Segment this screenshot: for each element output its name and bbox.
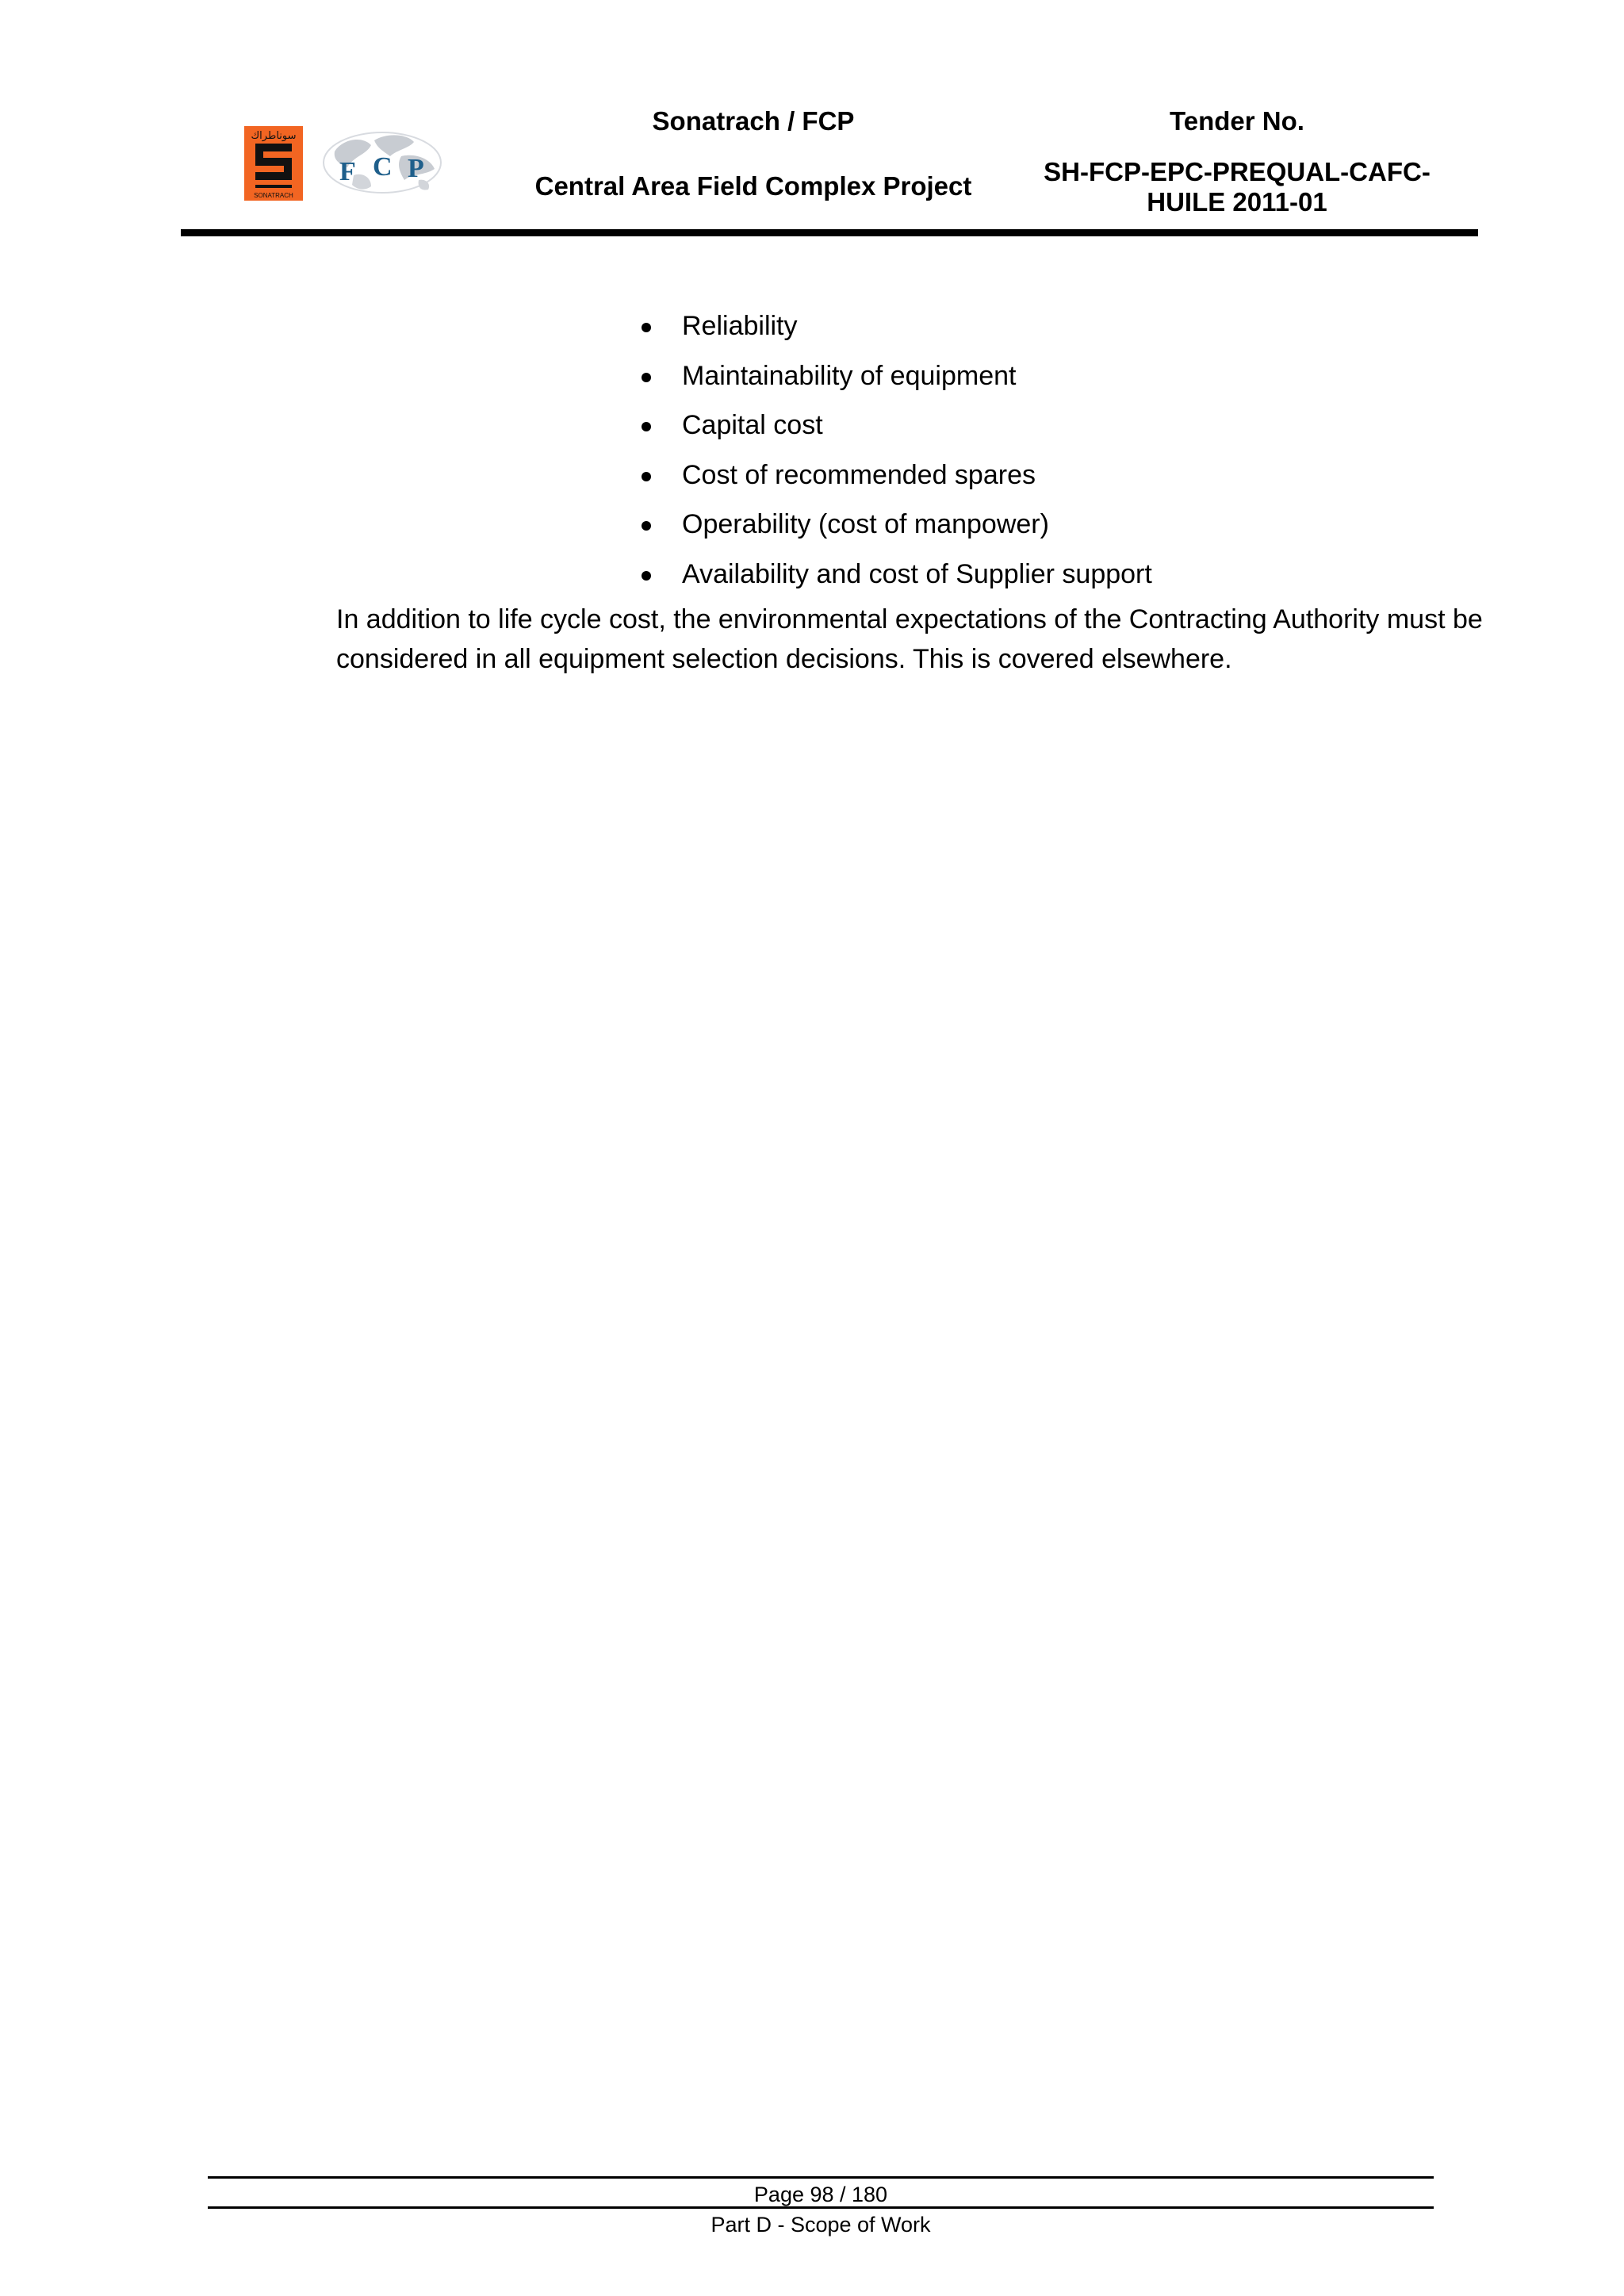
header-tender-number: SH-FCP-EPC-PREQUAL-CAFC-HUILE 2011-01 bbox=[1044, 157, 1431, 217]
header-tender-label: Tender No. bbox=[1170, 106, 1304, 136]
page-number: Page 98 / 180 bbox=[753, 2183, 888, 2206]
body-paragraph: In addition to life cycle cost, the environmental expectations of the Contracting Authority must be considered in all equipment selection decisions. This is covered elsewhere. bbox=[336, 604, 1483, 674]
sonatrach-logo bbox=[244, 126, 303, 201]
header-divider bbox=[181, 229, 1478, 236]
list-item bbox=[634, 351, 1152, 401]
fcp-letter-p: P bbox=[408, 154, 424, 183]
list-item-text: Cost of recommended spares bbox=[682, 459, 1036, 490]
header-logos bbox=[244, 123, 450, 202]
list-item-text: Capital cost bbox=[682, 410, 823, 440]
fcp-letter-c: C bbox=[373, 152, 393, 182]
fcp-logo bbox=[319, 128, 446, 201]
header-project-title: Central Area Field Complex Project bbox=[534, 171, 972, 201]
footer-divider-bottom bbox=[208, 2206, 1434, 2209]
list-item-text: Availability and cost of Supplier support bbox=[682, 558, 1152, 589]
criteria-list bbox=[634, 301, 1152, 599]
list-item bbox=[634, 450, 1152, 500]
bullet-icon bbox=[642, 323, 651, 332]
list-item bbox=[634, 500, 1152, 550]
header-company: Sonatrach / FCP bbox=[652, 106, 855, 136]
list-item bbox=[634, 401, 1152, 450]
list-item-text: Operability (cost of manpower) bbox=[682, 509, 1049, 539]
bullet-icon bbox=[642, 373, 651, 382]
fcp-letter-f: F bbox=[339, 157, 356, 186]
list-item bbox=[634, 301, 1152, 351]
bullet-icon bbox=[642, 472, 651, 481]
bullet-icon bbox=[642, 422, 651, 431]
list-item bbox=[634, 550, 1152, 600]
bullet-icon bbox=[642, 571, 651, 581]
sonatrach-name-text: SONATRACH bbox=[254, 192, 293, 199]
footer-divider-top bbox=[208, 2176, 1434, 2179]
bullet-icon bbox=[642, 521, 651, 531]
sonatrach-arabic-text: سوناطراك bbox=[251, 130, 297, 142]
list-item-text: Reliability bbox=[682, 311, 798, 341]
list-item-text: Maintainability of equipment bbox=[682, 360, 1017, 391]
footer-section-title: Part D - Scope of Work bbox=[710, 2213, 931, 2237]
